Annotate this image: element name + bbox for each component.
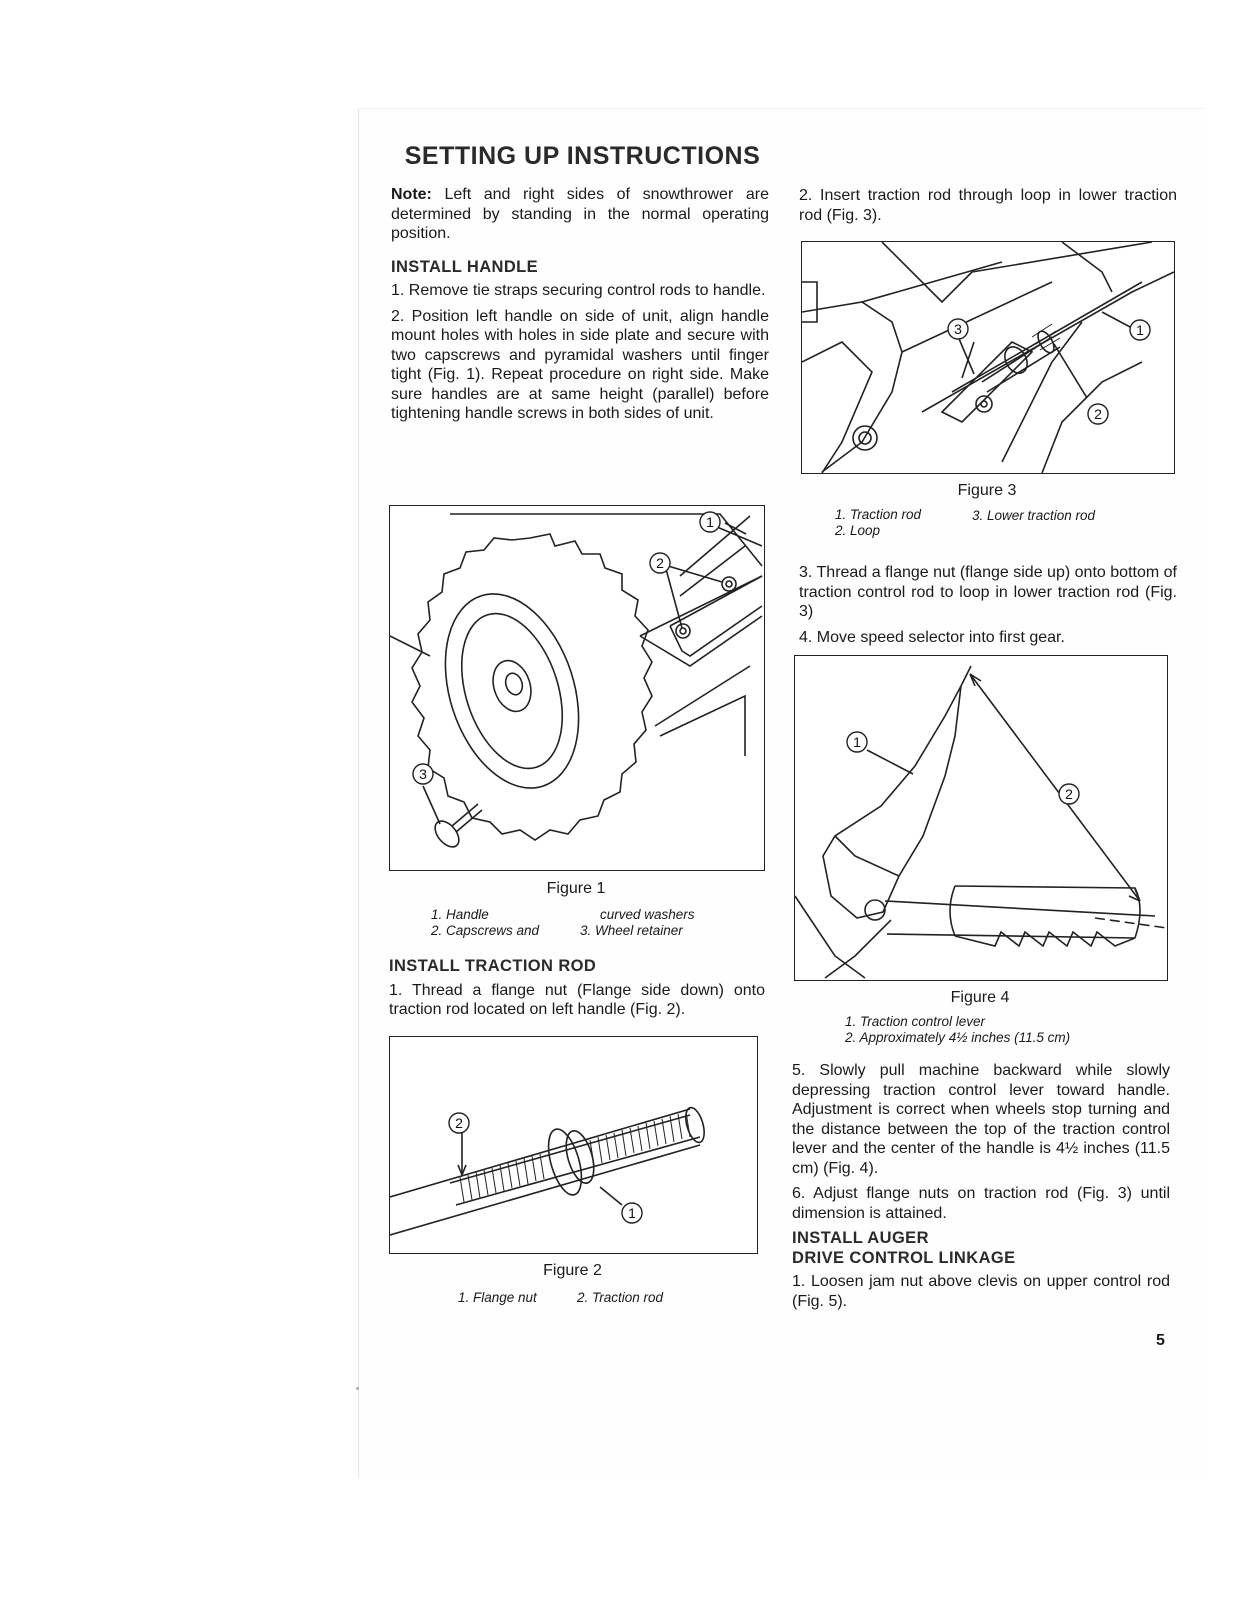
- figure-1-legend-2b: curved washers: [600, 907, 695, 922]
- right-steps-5-6: [792, 1061, 1170, 1317]
- figure-1-legend-1: 1. Handle: [431, 907, 489, 922]
- figure-4-illustration: [794, 655, 1168, 981]
- figure-2-legend-1: 1. Flange nut: [458, 1290, 537, 1305]
- page-number: 5: [1156, 1332, 1165, 1349]
- figure-4-legend-2: 2. Approximately 4½ inches (11.5 cm): [845, 1030, 1071, 1045]
- step-4-text: 4. Move speed selector into first gear.: [799, 628, 1065, 646]
- scan-speck: [356, 1387, 359, 1390]
- flange-nut-drawing: [390, 1037, 757, 1253]
- traction-rod-loop-drawing: [802, 242, 1174, 473]
- right-steps-3-4: [799, 563, 1177, 653]
- left-column-top: [391, 185, 769, 430]
- figure-4-legend-1: 1. Traction control lever: [845, 1014, 986, 1029]
- fig4-callout-1: 1: [853, 734, 861, 750]
- fig1-callout-2: 2: [656, 555, 664, 571]
- install-handle-step-1: 1. Remove tie straps securing control rods to handle.: [391, 282, 766, 299]
- page-title: SETTING UP INSTRUCTIONS: [404, 142, 761, 170]
- install-handle-heading: INSTALL HANDLE: [391, 257, 539, 276]
- install-traction-rod-heading: INSTALL TRACTION ROD: [389, 957, 597, 975]
- step-3-text: 3. Thread a flange nut (flange side up) onto bottom of traction control rod to loop in lower traction rod (Fig. 3): [799, 564, 1177, 620]
- fig1-callout-1: 1: [706, 514, 714, 530]
- install-auger-heading-2: DRIVE CONTROL LINKAGE: [792, 1248, 1016, 1267]
- figure-1-legend-3: 3. Wheel retainer: [580, 923, 683, 938]
- install-auger-heading-1: INSTALL AUGER: [792, 1229, 929, 1247]
- install-auger-step-1: 1. Loosen jam nut above clevis on upper control rod (Fig. 5).: [792, 1273, 1170, 1310]
- figure-4-caption: Figure 4: [950, 989, 1010, 1006]
- fig2-callout-1: 1: [628, 1205, 636, 1221]
- fig2-callout-2: 2: [455, 1115, 463, 1131]
- figure-1-caption: Figure 1: [546, 880, 606, 897]
- figure-3-illustration: [801, 241, 1175, 474]
- fig3-callout-3: 3: [954, 321, 962, 337]
- figure-3-legend-3: 3. Lower traction rod: [972, 508, 1096, 523]
- right-step-2: [799, 186, 1177, 231]
- step-2-text: 2. Insert traction rod through loop in lower traction rod (Fig. 3).: [799, 187, 1177, 224]
- figure-3-caption: Figure 3: [957, 482, 1017, 499]
- install-handle-step-2: 2. Position left handle on side of unit, align handle mount holes with holes in side plate and secure with two capscrews and pyramidal washers until finger tight (Fig. 1). Repeat procedure on right side. Make sure handles are at same height (parallel) before tightening handle screws in both sides of unit.: [391, 307, 769, 422]
- figure-2-legend-2: 2. Traction rod: [577, 1290, 664, 1305]
- figure-2-caption: Figure 2: [543, 1262, 602, 1279]
- fig1-callout-3: 3: [419, 766, 427, 782]
- install-traction-rod-step-1: 1. Thread a flange nut (Flange side down) onto traction rod located on left handle (Fig. 2).: [389, 981, 765, 1018]
- left-column-bottom: [389, 945, 765, 1026]
- figure-2-illustration: [389, 1036, 758, 1254]
- traction-lever-drawing: [795, 656, 1167, 980]
- fig4-callout-2: 2: [1065, 786, 1073, 802]
- note-paragraph: Note: Left and right sides of snowthrower are determined by standing in the normal operating position.: [391, 186, 769, 242]
- step-5-text: 5. Slowly pull machine backward while slowly depressing traction control lever toward handle. Adjustment is correct when wheels stop turning and the distance between the top of the traction control lever and the center of the handle is 4½ inches (11.5 cm) (Fig. 4).: [792, 1062, 1170, 1177]
- step-6-text: 6. Adjust flange nuts on traction rod (Fig. 3) until dimension is attained.: [792, 1185, 1170, 1222]
- figure-1-illustration: [389, 505, 765, 871]
- wheel-handle-drawing: [390, 506, 764, 870]
- figure-3-legend-1: 1. Traction rod: [835, 507, 922, 522]
- fig3-callout-2: 2: [1094, 406, 1102, 422]
- fig3-callout-1: 1: [1136, 322, 1144, 338]
- figure-3-legend-2: 2. Loop: [835, 523, 881, 538]
- figure-1-legend-2: 2. Capscrews and: [431, 923, 540, 938]
